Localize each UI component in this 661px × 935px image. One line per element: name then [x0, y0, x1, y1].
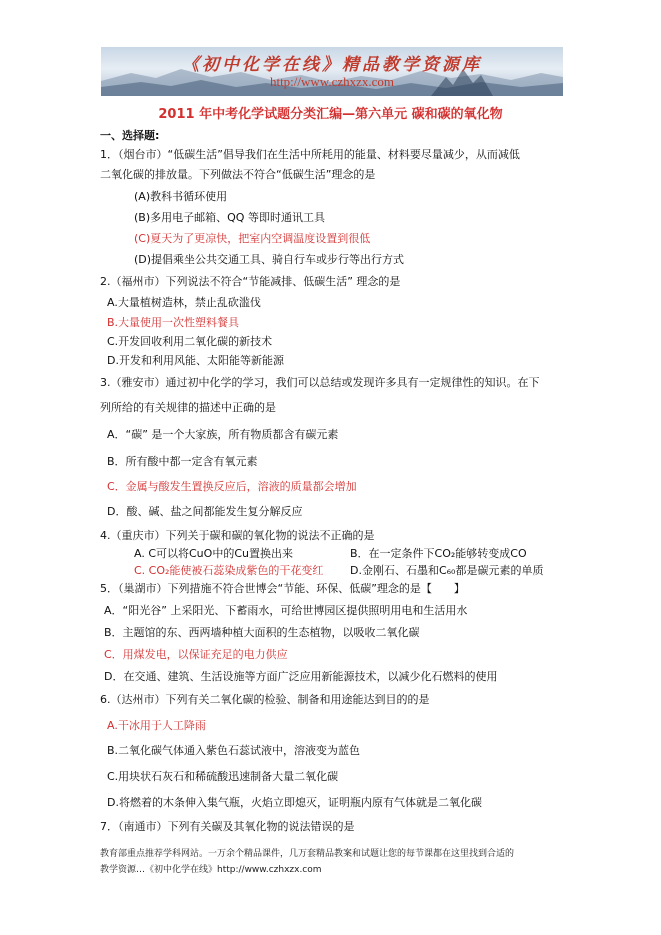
q2-option-b: B.大量使用一次性塑料餐具 — [107, 316, 240, 329]
q1-option-a: (A)教科书循环使用 — [134, 190, 228, 203]
q1-option-d: (D)提倡乘坐公共交通工具、骑自行车或步行等出行方式 — [134, 253, 405, 266]
q3-option-c: C．金属与酸发生置换反应后，溶液的质量都会增加 — [107, 480, 357, 493]
q6-option-a: A.干冰用于人工降雨 — [107, 719, 206, 732]
q3-option-b: B．所有酸中都一定含有氧元素 — [107, 455, 258, 468]
q6-option-d: D.将燃着的木条伸入集气瓶，火焰立即熄灭，证明瓶内原有气体就是二氧化碳 — [107, 796, 482, 809]
q5-option-c: C．用煤发电，以保证充足的电力供应 — [104, 648, 288, 661]
q2-option-a: A.大量植树造林，禁止乱砍滥伐 — [107, 296, 261, 309]
q6-option-b: B.二氧化碳气体通入紫色石蕊试液中，溶液变为蓝色 — [107, 744, 361, 757]
q6-stem: 6.（达州市）下列有关二氧化碳的检验、制备和用途能达到目的的是 — [100, 693, 430, 706]
banner-url: http://www.czhxzx.com — [269, 74, 395, 89]
section-heading: 一、选择题: — [100, 129, 160, 142]
q1-stem-line2: 二氧化碳的排放量。下列做法不符合“低碳生活”理念的是 — [100, 168, 376, 181]
q5-stem: 5．（巢湖市）下列措施不符合世博会“节能、环保、低碳”理念的是【 】 — [100, 582, 465, 595]
q4-option-a: A. C可以将CuO中的Cu置换出来 — [134, 547, 293, 560]
q5-option-a: A．“阳光谷” 上采阳光、下蓄雨水，可给世博园区提供照明用电和生活用水 — [104, 604, 468, 617]
q1-stem-line1: 1．（烟台市）“低碳生活”倡导我们在生活中所耗用的能量、材料要尽量减少，从而减低 — [100, 148, 520, 161]
q1-option-c: (C)夏天为了更凉快，把室内空调温度设置到很低 — [134, 232, 371, 245]
q6-option-c: C.用块状石灰石和稀硫酸迅速制备大量二氧化碳 — [107, 770, 339, 783]
header-banner — [101, 47, 563, 96]
q5-option-b: B．主题馆的东、西两墙种植大面积的生态植物，以吸收二氧化碳 — [104, 626, 420, 639]
footer-line1: 教育部重点推荐学科网站。一万余个精品课件，几万套精品教案和试题让您的每节课都在这里找到合适的 — [100, 849, 515, 859]
document-title: 2011 年中考化学试题分类汇编—第六单元 碳和碳的氧化物 — [158, 107, 503, 122]
q2-stem: 2.（福州市）下列说法不符合“节能减排、低碳生活” 理念的是 — [100, 275, 401, 288]
q4-option-b: B．在一定条件下CO₂能够转变成CO — [350, 547, 527, 560]
q5-option-d: D．在交通、建筑、生活设施等方面广泛应用新能源技术，以减少化石燃料的使用 — [104, 670, 498, 683]
q3-option-a: A．“碳” 是一个大家族，所有物质都含有碳元素 — [107, 428, 339, 441]
q2-option-c: C.开发回收利用二氧化碳的新技术 — [107, 335, 273, 348]
q4-option-d: D.金刚石、石墨和C₆₀都是碳元素的单质 — [350, 564, 544, 577]
q3-option-d: D．酸、碱、盐之间都能发生复分解反应 — [107, 505, 303, 518]
q7-stem: 7．（南通市）下列有关碳及其氧化物的说法错误的是 — [100, 820, 355, 833]
q4-option-c: C. CO₂能使被石蕊染成紫色的干花变红 — [134, 564, 324, 577]
q2-option-d: D.开发和利用风能、太阳能等新能源 — [107, 354, 284, 367]
q3-stem-line2: 列所给的有关规律的描述中正确的是 — [100, 401, 276, 414]
q1-option-b: (B)多用电子邮箱、QQ 等即时通讯工具 — [134, 211, 325, 224]
banner-title: 《初中化学在线》精品教学资源库 — [182, 55, 482, 75]
footer-line2: 教学资源…《初中化学在线》http://www.czhxzx.com — [100, 865, 322, 875]
q4-stem: 4.（重庆市）下列关于碳和碳的氧化物的说法不正确的是 — [100, 529, 375, 542]
q3-stem-line1: 3.（雅安市）通过初中化学的学习，我们可以总结或发现许多具有一定规律性的知识。在下 — [100, 376, 540, 389]
